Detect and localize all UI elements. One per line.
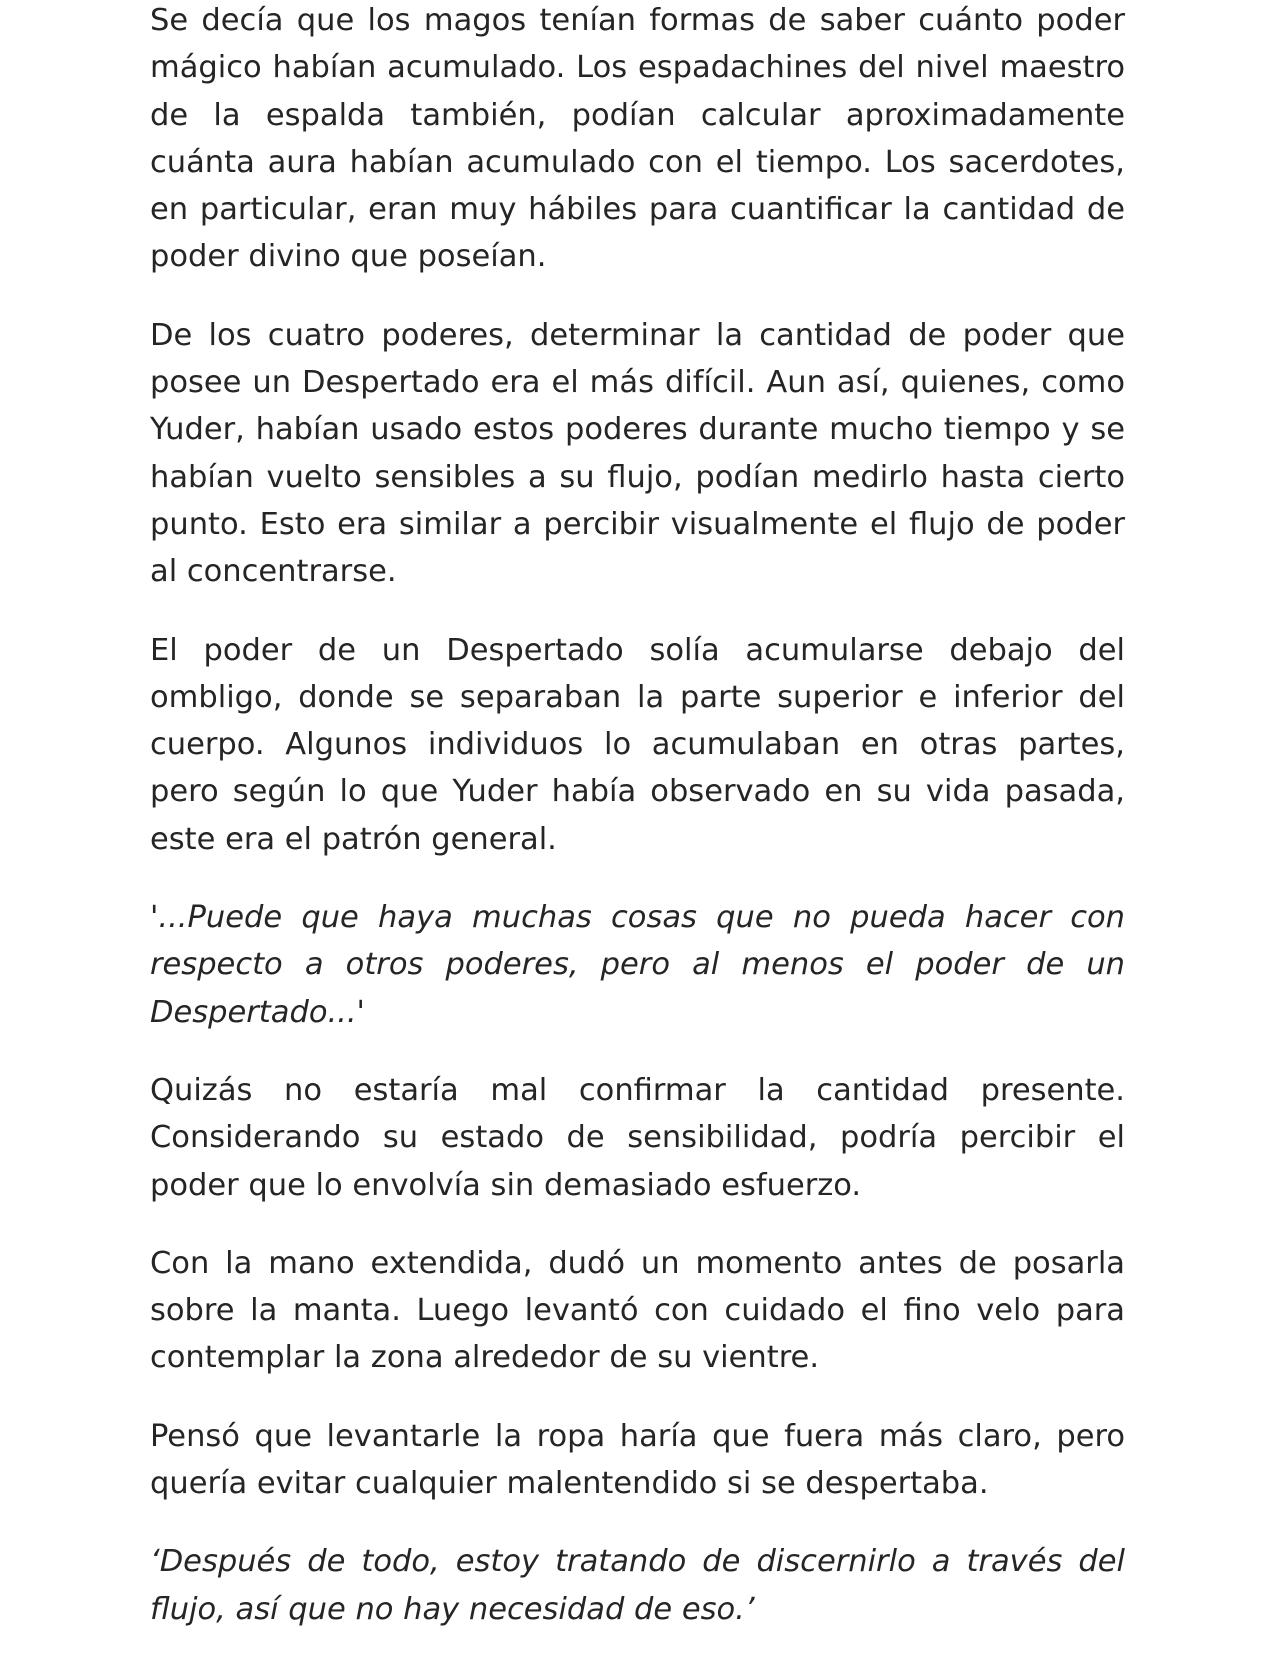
document-page [150, 0, 1125, 1664]
paragraph-2: De los cuatro poderes, determinar la cantidad de poder que posee un Despertado era el más difícil. Aun así, quienes, como Yuder, habían usado estos poderes durante mucho tiempo y se habían vuelto sensibles a su flujo, podían medirlo hasta cierto punto. Esto era similar a percibir visualmente el flujo de poder al concentrarse. [150, 317, 1125, 590]
paragraph-6: Con la mano extendida, dudó un momento antes de posarla sobre la manta. Luego levantó con cuidado el fino velo para contemplar la zona alrededor de su vientre. [150, 1245, 1125, 1376]
paragraph-5: Quizás no estaría mal confirmar la cantidad presente. Considerando su estado de sensibilidad, podría percibir el poder que lo envolvía sin demasiado esfuerzo. [150, 1072, 1125, 1203]
paragraph-8-inner-thought: ‘Después de todo, estoy tratando de discernirlo a través del flujo, así que no hay necesidad de eso.’ [150, 1544, 1125, 1627]
paragraph-3: El poder de un Despertado solía acumularse debajo del ombligo, donde se separaban la parte superior e inferior del cuerpo. Algunos individuos lo acumulaban en otras partes, pero según lo que Yuder había observado en su vida pasada, este era el patrón general. [150, 632, 1125, 857]
paragraph-7: Pensó que levantarle la ropa haría que fuera más claro, pero quería evitar cualquier malentendido si se despertaba. [150, 1418, 1125, 1502]
paragraph-1: Se decía que los magos tenían formas de saber cuánto poder mágico habían acumulado. Los espadachines del nivel maestro de la espalda también, podían calcular aproximadamente cuánta aura habían acumulado con el tiempo. Los sacerdotes, en particular, eran muy hábiles para cuantificar la cantidad de poder divino que poseían. [150, 3, 1125, 275]
paragraph-4-inner-thought: '...Puede que haya muchas cosas que no pueda hacer con respecto a otros poderes, pero al menos el poder de un Despertado...' [150, 900, 1125, 1030]
